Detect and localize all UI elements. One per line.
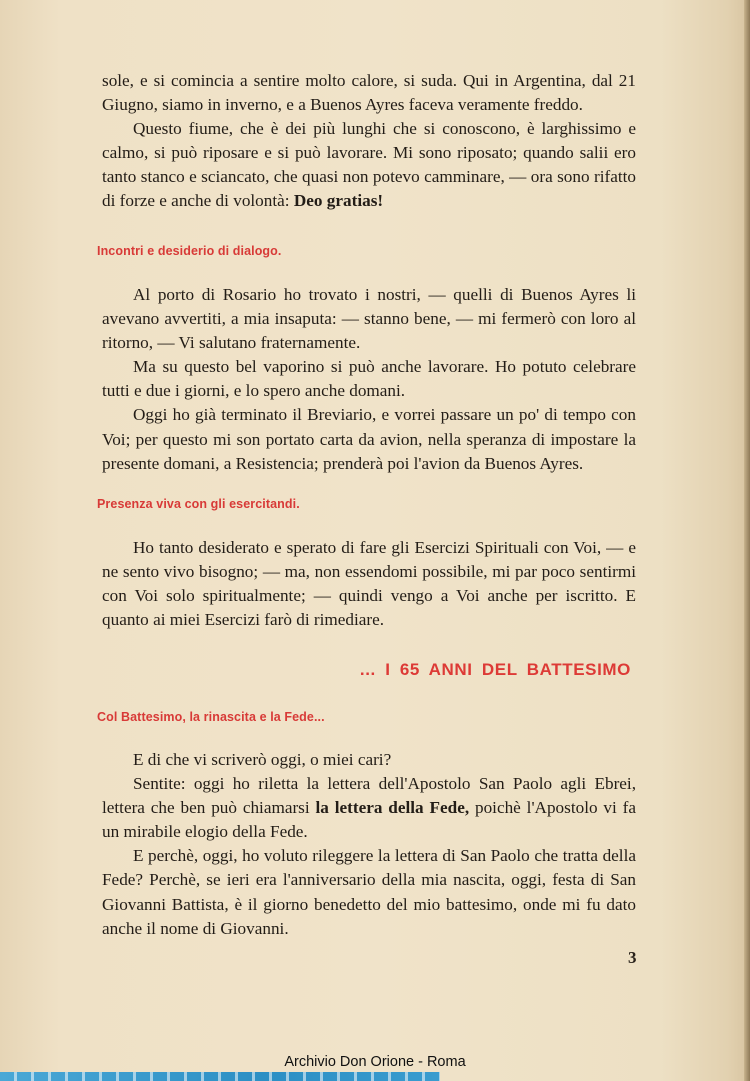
paragraph: E di che vi scriverò oggi, o miei cari?: [133, 750, 392, 769]
cover-strip: [0, 1072, 440, 1081]
chapter-title: ... I 65 ANNI DEL BATTESIMO: [359, 660, 631, 679]
strip-pattern: [0, 1072, 440, 1081]
section-text-block: [102, 283, 636, 476]
paragraph-text: Questo fiume, che è dei più lunghi che si conoscono, è larghissimo e calmo, si può riposare e si può lavorare. Mi sono riposato; quando salii ero tanto stanco e sciancato, che quasi non potevo camminare, — ora sono rifatto di forze e anche di volontà:: [102, 119, 636, 211]
paragraph-text: poichè l'Apostolo vi fa un mirabile elogio della Fede.: [102, 798, 637, 842]
paragraph: Ho tanto desiderato e sperato di fare gli Esercizi Spirituali con Voi, — e ne sento vivo bisogno; — ma, non essendomi possibile, mi par poco sentirmi con Voi solo spiritualmente; — quindi vengo a Voi anche per iscritto. E quanto ai miei Esercizi farò di rimediare.: [102, 538, 636, 630]
section-text-block: [102, 748, 636, 941]
section-heading: Incontri e desiderio di dialogo.: [97, 244, 282, 258]
archive-watermark-label: Archivio Don Orione - Roma: [284, 1054, 466, 1070]
deo-gratias-text: Deo gratias!: [293, 191, 384, 211]
opening-text-block: [102, 69, 636, 214]
paragraph: [102, 772, 636, 844]
paragraph: Al porto di Rosario ho trovato i nostri, — quelli di Buenos Ayres li avevano avvertiti, a mia insaputa: — stanno bene, — mi fermerò con loro al ritorno, — Vi salutano fraternamente.: [102, 285, 636, 353]
paragraph: Oggi ho già terminato il Breviario, e vorrei passare un po' di tempo con Voi; per questo mi son portato carta da avion, nella speranza di impostare la presente domani, a Resistencia; prenderà poi l'avion da Buenos Ayres.: [102, 405, 636, 473]
section-heading: Col Battesimo, la rinascita e la Fede...: [97, 710, 325, 724]
paragraph-text: Sentite: oggi ho riletta la lettera dell'Apostolo San Paolo agli Ebrei, lettera che ben può chiamarsi: [102, 774, 636, 818]
section-heading: Presenza viva con gli esercitandi.: [97, 497, 300, 511]
page-number: 3: [628, 948, 637, 967]
page-edge: [744, 0, 750, 1081]
paragraph: sole, e si comincia a sentire molto calore, si suda. Qui in Argentina, dal 21 Giugno, siamo in inverno, e a Buenos Ayres faceva veramente freddo.: [102, 71, 636, 115]
paragraph: Ma su questo bel vaporino si può anche lavorare. Ho potuto celebrare tutti e due i giorni, e lo spero anche domani.: [102, 357, 636, 401]
paragraph: E perchè, oggi, ho voluto rileggere la lettera di San Paolo che tratta della Fede? Perchè, se ieri era l'anniversario della mia nascita, oggi, festa di San Giovanni Battista, è il giorno benedetto del mio battesimo, onde mi fu dato anche il nome di Giovanni.: [102, 846, 636, 938]
section-text-block: [102, 536, 636, 632]
paragraph: [102, 117, 636, 213]
emphasis-text: la lettera della Fede,: [315, 798, 470, 818]
